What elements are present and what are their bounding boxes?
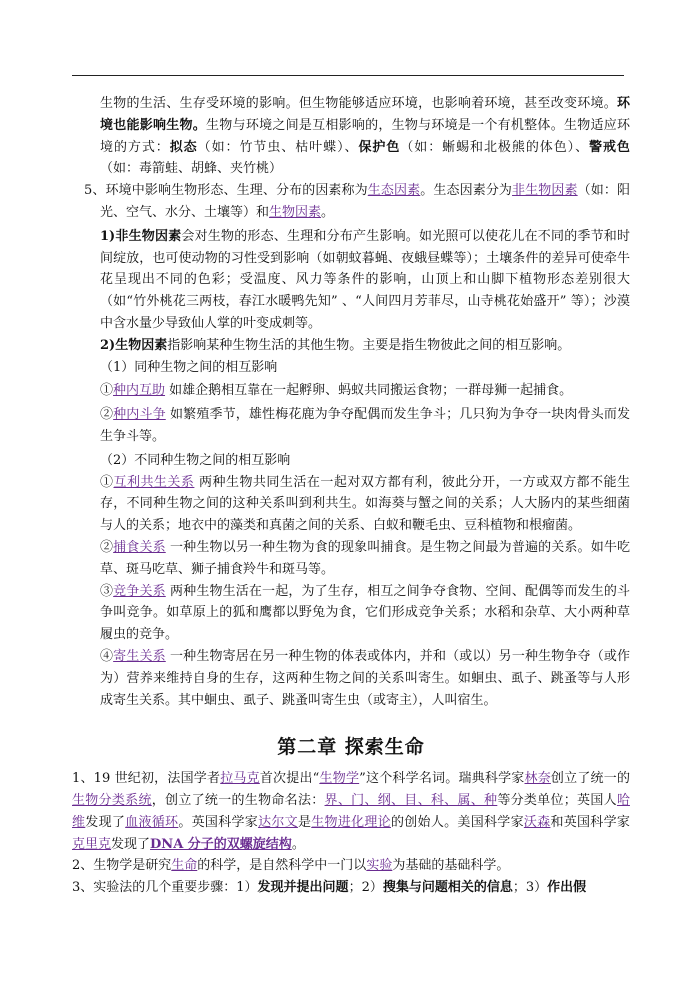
text: ；2） (348, 880, 383, 896)
diff-species-title: （2）不同种生物之间的相互影响 (100, 452, 291, 468)
intro-text: 生物的生活、生存受环境的影响。但生物能够适应环境，也影响着环境，甚至改变环境。 (100, 96, 617, 111)
text: 创立了统一的 (550, 771, 630, 787)
intraspecific-help-paragraph (72, 380, 630, 402)
chapter-item-1 (72, 768, 630, 855)
chapter-title: 第二章 探索生命 (277, 736, 425, 759)
link-ecological-factor[interactable]: 生态因素 (367, 183, 421, 199)
link-parasitism[interactable]: 寄生关系 (113, 648, 166, 664)
protective-color-example: （如：蜥蜴和北极熊的体色）、 (400, 139, 590, 155)
same-species-title: （1）同种生物之间的相互影响 (100, 359, 278, 375)
intro-bold: 环境也能影响生物。 (100, 96, 630, 133)
circle-number: ① (100, 474, 114, 490)
intro-paragraph (72, 93, 630, 180)
link-dna-double-helix[interactable]: DNA 分子的双螺旋结构 (150, 836, 292, 852)
term-mimicry: 拟态 (169, 139, 198, 155)
link-harvey[interactable]: 哈维 (72, 792, 630, 830)
link-biotic-factor[interactable]: 生物因素 (269, 204, 322, 220)
text: ；3） (512, 880, 548, 896)
header-rule (72, 75, 624, 76)
text: 。 (291, 836, 305, 852)
text: 等分类单位；英国人 (497, 792, 617, 808)
step-2: 搜集与问题相关的信息 (382, 880, 513, 896)
intraspecific-struggle-paragraph (72, 404, 630, 448)
text: 2、生物学是研究 (72, 858, 172, 874)
mutualism-paragraph (72, 472, 630, 537)
chapter-item-3 (72, 877, 630, 899)
warning-color-example: （如：毒箭蛙、胡蜂、夹竹桃） (100, 161, 283, 177)
item-5-paragraph (72, 180, 630, 224)
parasitism-paragraph (72, 646, 630, 711)
circle-number: ③ (100, 583, 114, 599)
link-crick[interactable]: 克里克 (72, 836, 112, 852)
competition-paragraph (72, 581, 630, 646)
text: 的创始人。美国科学家 (390, 814, 524, 830)
chapter-item-2 (72, 855, 630, 877)
biotic-heading: 2)生物因素 (100, 337, 168, 353)
text: 1、19 世纪初，法国学者 (72, 771, 221, 787)
text: 发现了 (85, 814, 126, 830)
document-page (72, 93, 630, 899)
intraspecific-struggle-text: 如繁殖季节，雄性梅花鹿为争夺配偶而发生争斗；几只狗为争夺一块肉骨头而发生争斗等。 (100, 407, 630, 444)
text: 3、实验法的几个重要步骤：1） (72, 880, 258, 896)
item-5-text-4: 。 (321, 204, 335, 220)
competition-text: 两种生物生活在一起，为了生存，相互之间争夺食物、空间、配偶等而发生的斗争叫竞争。如草原上的狐和鹰都以野兔为食，它们形成竞争关系；水稻和杂草、大小两种草履虫的竞争。 (100, 583, 630, 643)
biotic-text: 指影响某种生物生活的其他生物。主要是指生物彼此之间的相互影响。 (167, 337, 571, 353)
item-5-text-2: 。生态因素分为 (420, 183, 513, 199)
mutualism-text: 两种生物共同生活在一起对双方都有利，彼此分开，一方或双方都不能生存，不同种生物之间的这种关系叫到利共生。如海葵与蟹之间的关系；人大肠内的某些细菌与人的关系；地衣中的藻类和真菌之间的关系、白蚁和鞭毛虫、豆科植物和根瘤菌。 (100, 474, 630, 534)
abiotic-text: 会对生物的形态、生理和分布产生影响。如光照可以使花儿在不同的季节和时间绽放，也可使动物的习性受到影响（如朝蚊暮蝇、夜蛾昼蝶等）；土壤条件的差异可使牵牛花呈现出不同的色彩；受温度、风力等条件的影响，山顶上和山脚下植物形态差别很大（如“竹外桃花三两枝，春江水暖鸭先知” 、“人间四月芳菲尽，山寺桃花始盛开” 等）；沙漠中含水量少导致仙人掌的叶变成刺等。 (100, 228, 630, 331)
link-competition[interactable]: 竞争关系 (113, 583, 166, 599)
predation-text: 一种生物以另一种生物为食的现象叫捕食。是生物之间最为普遍的关系。如牛吃草、斑马吃草、狮子捕食羚牛和斑马等。 (100, 539, 630, 577)
link-watson[interactable]: 沃森 (523, 814, 551, 830)
text: 是 (297, 814, 312, 830)
link-mutualism[interactable]: 互利共生关系 (113, 474, 195, 490)
step-1: 发现并提出问题 (257, 880, 349, 896)
item-5-text: 5、环境中影响生物形态、生理、分布的因素称为 (84, 183, 368, 199)
link-classification-system[interactable]: 生物分类系统 (72, 792, 152, 808)
link-evolution-theory[interactable]: 生物进化理论 (311, 814, 391, 830)
text: ”这个科学名词。瑞典科学家 (359, 771, 525, 787)
mimicry-example: （如：竹节虫、枯叶蝶）、 (197, 139, 359, 155)
intro-text-2: 生物与环境之间是互相影响的，生物与环境是一个有机整体。生物适应环境的方式： (100, 117, 630, 155)
text: ，创立了统一的生物命名法： (151, 792, 325, 808)
text: 。英国科学家 (178, 814, 259, 830)
biotic-paragraph (72, 335, 630, 357)
circle-number: ① (100, 383, 114, 399)
link-taxonomic-ranks[interactable]: 界、门、纲、目、科、属、种 (324, 792, 498, 808)
link-life[interactable]: 生命 (171, 858, 198, 874)
text: 和英国科学家 (550, 814, 630, 830)
link-abiotic-factor[interactable]: 非生物因素 (512, 183, 578, 199)
link-darwin[interactable]: 达尔文 (258, 814, 298, 830)
text: 首次提出“ (259, 771, 320, 787)
link-predation[interactable]: 捕食关系 (113, 539, 166, 555)
link-intraspecific-help[interactable]: 种内互助 (113, 383, 166, 399)
link-blood-circulation[interactable]: 血液循环 (125, 814, 179, 830)
circle-number: ② (100, 539, 114, 555)
parasitism-text: 一种生物寄居在另一种生物的体表或体内，并和（或以）另一种生物争夺（或作为）营养来维持自身的生存，这两种生物之间的关系叫寄生。如蛔虫、虱子、跳蚤等与人形成寄生关系。其中蛔虫、虱子、跳蚤叫寄生虫（或寄主），人叫宿生。 (100, 648, 630, 708)
link-biology[interactable]: 生物学 (319, 771, 360, 787)
term-warning-color: 警戒色 (589, 139, 630, 155)
step-3: 作出假 (547, 880, 587, 896)
abiotic-heading: 1)非生物因素 (100, 228, 182, 244)
circle-number: ② (100, 407, 114, 423)
link-intraspecific-struggle[interactable]: 种内斗争 (113, 407, 166, 423)
predation-paragraph (72, 537, 630, 581)
intraspecific-help-text: 如雄企鹅相互靠在一起孵卵、蚂蚁共同搬运食物；一群母狮一起捕食。 (165, 383, 573, 399)
link-lamarck[interactable]: 拉马克 (220, 771, 260, 787)
link-linnaeus[interactable]: 林奈 (524, 771, 551, 787)
abiotic-paragraph (72, 226, 630, 335)
circle-number: ④ (100, 648, 114, 664)
text: 为基础的基础科学。 (392, 858, 510, 874)
item-5-text-3: （如：阳光、空气、水分、土壤等）和 (100, 183, 630, 220)
text: 的科学，是自然科学中一门以 (197, 858, 367, 874)
term-protective-color: 保护色 (358, 139, 401, 155)
link-experiment[interactable]: 实验 (366, 858, 393, 874)
text: 发现了 (111, 836, 151, 852)
